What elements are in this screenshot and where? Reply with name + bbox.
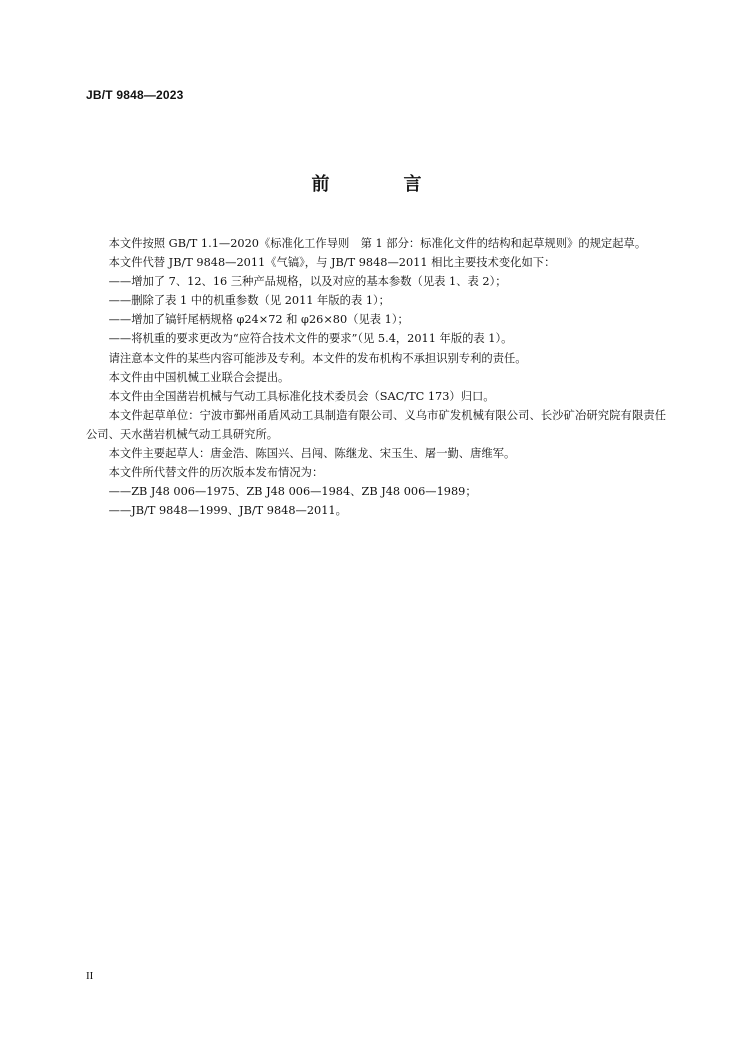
- paragraph-drafters: 本文件主要起草人：唐金浩、陈国兴、吕闯、陈继龙、宋玉生、屠一勤、唐维军。: [108, 447, 516, 461]
- foreword-body: [86, 234, 666, 520]
- paragraph-drafting-units: 本文件起草单位：宁波市鄞州甬盾风动工具制造有限公司、义乌市矿发机械有限公司、长沙矿冶研究院有限责任公司、天水凿岩机械气动工具研究所。: [86, 408, 666, 441]
- change-item: ——将机重的要求更改为“应符合技术文件的要求”（见 5.4，2011 年版的表 1）。: [108, 332, 513, 346]
- change-item: ——删除了表 1 中的机重参数（见 2011 年版的表 1）；: [108, 294, 390, 308]
- page-title: 前 言: [311, 174, 450, 195]
- history-item: ——ZB J48 006—1975、ZB J48 006—1984、ZB J48 006—1989；: [108, 485, 477, 499]
- history-item: ——JB/T 9848—1999、JB/T 9848—2011。: [108, 504, 347, 518]
- paragraph-committee: 本文件由全国凿岩机械与气动工具标准化技术委员会（SAC/TC 173）归口。: [108, 389, 495, 403]
- paragraph-history-intro: 本文件所代替文件的历次版本发布情况为：: [108, 466, 324, 480]
- change-item: ——增加了镐钎尾柄规格 φ24×72 和 φ26×80（见表 1）；: [108, 313, 409, 327]
- document-code: JB/T 9848—2023: [86, 88, 184, 102]
- paragraph-drafting-rules: 本文件按照 GB/T 1.1—2020《标准化工作导则 第 1 部分：标准化文件的结构和起草规则》的规定起草。: [108, 237, 647, 250]
- change-item: ——增加了 7、12、16 三种产品规格，以及对应的基本参数（见表 1、表 2）；: [108, 275, 507, 289]
- page-number: II: [86, 970, 94, 982]
- paragraph-patent-notice: 请注意本文件的某些内容可能涉及专利。本文件的发布机构不承担识别专利的责任。: [108, 351, 527, 365]
- paragraph-proposer: 本文件由中国机械工业联合会提出。: [108, 370, 290, 384]
- paragraph-replacement: 本文件代替 JB/T 9848—2011《气镐》，与 JB/T 9848—2011 相比主要技术变化如下：: [108, 256, 556, 270]
